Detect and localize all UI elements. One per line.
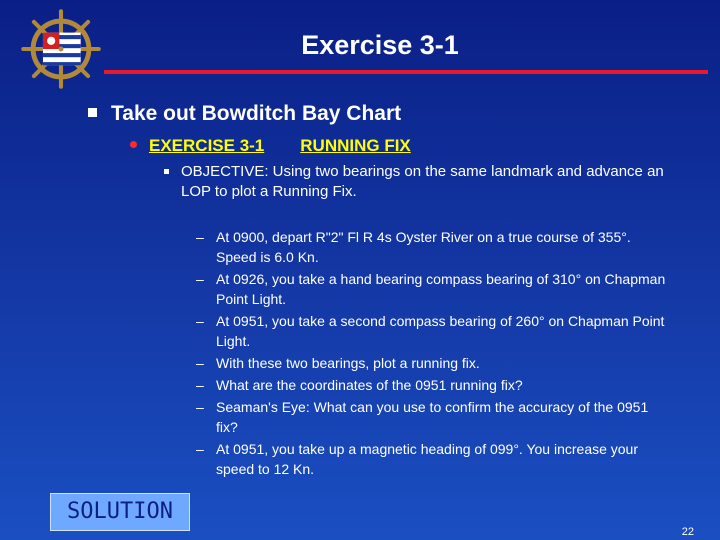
list-item: – At 0951, you take a second compass bearing of 260° on Chapman Point Light.: [196, 313, 665, 349]
list-item: – At 0951, you take up a magnetic heading of 099°. You increase your speed to 12 Kn.: [196, 441, 639, 477]
running-fix-label: RUNNING FIX: [300, 136, 411, 155]
square-bullet-icon: [88, 108, 97, 117]
page-number: 22: [681, 526, 694, 538]
list-item: – At 0900, depart R"2" Fl R 4s Oyster River on a true course of 355°. Speed is 6.0 Kn.: [196, 229, 631, 265]
exercise-label: EXERCISE 3-1: [149, 136, 265, 155]
title-underline: [104, 70, 708, 74]
list-item: – With these two bearings, plot a running fix.: [196, 355, 480, 371]
dot-bullet-icon: [130, 141, 137, 148]
bullet1-text: Take out Bowditch Bay Chart: [111, 102, 402, 125]
small-square-bullet-icon: [164, 169, 169, 174]
ship-wheel-flag-logo: [20, 8, 102, 90]
bullet-level2: [130, 136, 411, 156]
slide-title: Exercise 3-1: [301, 30, 459, 60]
list-item: – Seaman's Eye: What can you use to confirm the accuracy of the 0951 fix?: [196, 399, 649, 435]
list-item: – What are the coordinates of the 0951 running fix?: [196, 377, 523, 393]
task-list: [192, 227, 672, 481]
bullet-level1: [88, 102, 401, 126]
solution-button[interactable]: SOLUTION: [50, 493, 190, 531]
objective-bullet: [164, 162, 684, 202]
list-item: – At 0926, you take a hand bearing compass bearing of 310° on Chapman Point Light.: [196, 271, 666, 307]
objective-text: OBJECTIVE: Using two bearings on the same landmark and advance an LOP to plot a Running Fix.: [181, 163, 664, 200]
